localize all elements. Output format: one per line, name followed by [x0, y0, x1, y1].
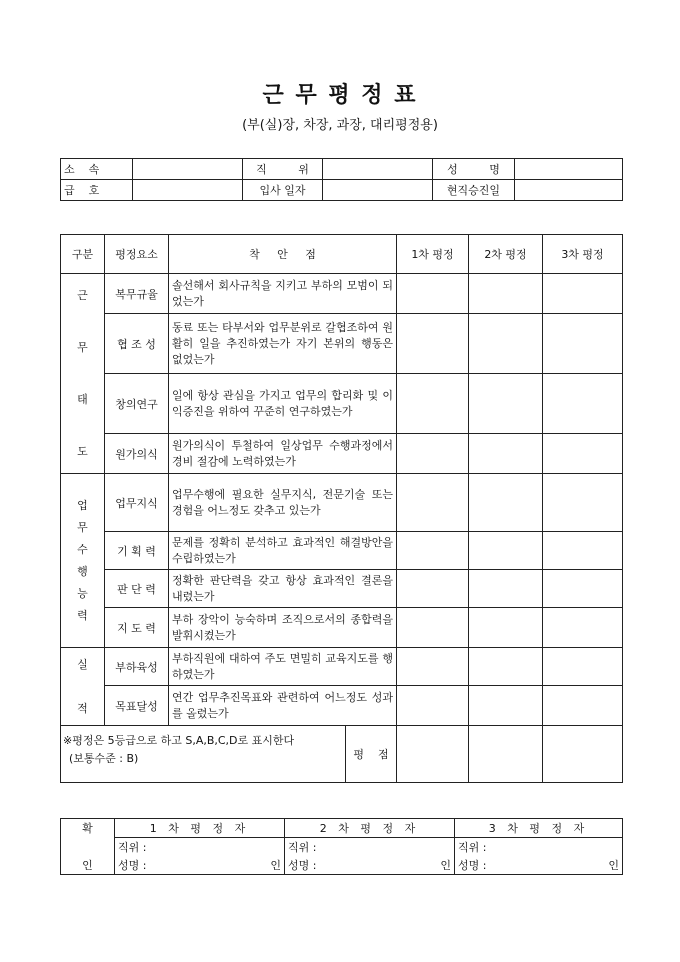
category-char: 업	[77, 498, 88, 512]
score-cell-2[interactable]	[469, 532, 543, 570]
header-category: 구분	[61, 235, 105, 274]
evaluator-3-name[interactable]	[455, 856, 623, 875]
score-cell-2[interactable]	[469, 274, 543, 314]
focus-text: 문제를 정확히 분석하고 효과적인 해결방안을 수립하였는가	[169, 532, 397, 570]
category-char: 행	[77, 564, 88, 578]
score-cell-3[interactable]	[543, 608, 623, 648]
score-cell-2[interactable]	[469, 648, 543, 686]
score-cell-3[interactable]	[543, 434, 623, 474]
category-work-attitude	[61, 274, 105, 474]
element-label: 지 도 력	[105, 608, 169, 648]
name-label: 성명 :	[118, 859, 147, 872]
score-cell-1[interactable]	[397, 274, 469, 314]
affiliation-label: 소 속	[61, 159, 133, 180]
category-performance	[61, 648, 105, 726]
evaluator-2-position[interactable]	[285, 838, 455, 857]
score-cell-2[interactable]	[469, 570, 543, 608]
element-label: 기 획 력	[105, 532, 169, 570]
element-label: 목표달성	[105, 686, 169, 726]
evaluator-1-heading: 1 차 평 정 자	[115, 819, 285, 838]
score-cell-2[interactable]	[469, 314, 543, 374]
name-label: 성명 :	[458, 859, 487, 872]
score-cell-3[interactable]	[543, 648, 623, 686]
signature-table	[60, 818, 623, 875]
promotion-date-value[interactable]	[515, 180, 623, 201]
form-subtitle: (부(실)장, 차장, 과장, 대리평정용)	[242, 118, 438, 133]
score-cell-3[interactable]	[543, 570, 623, 608]
element-label: 창의연구	[105, 374, 169, 434]
total-score-label: 평 점	[345, 726, 396, 782]
score-cell-3[interactable]	[543, 314, 623, 374]
score-cell-3[interactable]	[543, 274, 623, 314]
score-cell-1[interactable]	[397, 474, 469, 532]
position-label: 직위 :	[118, 841, 147, 854]
element-label: 부하육성	[105, 648, 169, 686]
element-label: 원가의식	[105, 434, 169, 474]
header-round-1: 1차 평정	[397, 235, 469, 274]
hire-date-label: 입사 일자	[243, 180, 323, 201]
seal-mark: 인	[270, 859, 281, 872]
category-char: 무	[77, 520, 88, 534]
affiliation-value[interactable]	[133, 159, 243, 180]
position-label: 직위 :	[288, 841, 317, 854]
score-cell-2[interactable]	[469, 474, 543, 532]
score-cell-1[interactable]	[397, 314, 469, 374]
position-label: 직 위	[243, 159, 323, 180]
header-element: 평정요소	[105, 235, 169, 274]
note-line-2: (보통수준 : B)	[69, 752, 139, 765]
seal-mark: 인	[440, 859, 451, 872]
position-value[interactable]	[323, 159, 433, 180]
evaluator-2-heading: 2 차 평 정 자	[285, 819, 455, 838]
focus-text: 솔선해서 회사규칙을 지키고 부하의 모범이 되었는가	[169, 274, 397, 314]
category-char: 도	[77, 444, 88, 458]
header-focus: 착 안 점	[169, 235, 397, 274]
hire-date-value[interactable]	[323, 180, 433, 201]
category-char: 근	[77, 288, 88, 302]
score-cell-3[interactable]	[543, 474, 623, 532]
note-line-1: ※평정은 5등급으로 하고 S,A,B,C,D로 표시한다	[63, 734, 295, 747]
evaluator-3-position[interactable]	[455, 838, 623, 857]
focus-text: 동료 또는 타부서와 업무분위로 갈협조하여 원활히 일을 추진하였는가 자기 본위의 행동은 없었는가	[169, 314, 397, 374]
evaluator-3-heading: 3 차 평 정 자	[455, 819, 623, 838]
focus-text: 부하직원에 대하여 주도 면밀히 교육지도를 행하였는가	[169, 648, 397, 686]
category-char: 실	[77, 657, 88, 671]
score-cell-1[interactable]	[397, 686, 469, 726]
element-label: 업무지식	[105, 474, 169, 532]
focus-text: 원가의식이 투철하여 일상업무 수행과정에서 경비 절감에 노력하였는가	[169, 434, 397, 474]
name-label: 성명 :	[288, 859, 317, 872]
element-label: 협 조 성	[105, 314, 169, 374]
category-char: 무	[77, 340, 88, 354]
score-cell-2[interactable]	[469, 434, 543, 474]
category-work-ability	[61, 474, 105, 648]
info-table	[60, 158, 623, 201]
category-char: 태	[77, 392, 88, 406]
score-cell-1[interactable]	[397, 434, 469, 474]
grade-value[interactable]	[133, 180, 243, 201]
evaluator-1-name[interactable]	[115, 856, 285, 875]
score-cell-1[interactable]	[397, 608, 469, 648]
score-cell-2[interactable]	[469, 608, 543, 648]
focus-text: 연간 업무추진목표와 관련하여 어느정도 성과를 올렸는가	[169, 686, 397, 726]
confirm-label-top: 확	[61, 819, 115, 838]
score-cell-3[interactable]	[543, 532, 623, 570]
category-char: 수	[77, 542, 88, 556]
form-title: 근 무 평 정 표	[262, 83, 418, 108]
score-cell-1[interactable]	[397, 570, 469, 608]
confirm-label-bottom: 인	[61, 856, 115, 875]
score-cell-1[interactable]	[397, 532, 469, 570]
focus-text: 정확한 판단력을 갖고 항상 효과적인 결론을 내렸는가	[169, 570, 397, 608]
focus-text: 일에 항상 관심을 가지고 업무의 합리화 및 이익증진을 위하여 꾸준히 연구하였는가	[169, 374, 397, 434]
element-label: 복무규율	[105, 274, 169, 314]
confirm-spacer	[61, 838, 115, 857]
grade-label: 급 호	[61, 180, 133, 201]
focus-text: 업무수행에 필요한 실무지식, 전문기술 또는 경험을 어느정도 갖추고 있는가	[169, 474, 397, 532]
name-value[interactable]	[515, 159, 623, 180]
score-cell-3[interactable]	[543, 374, 623, 434]
focus-text: 부하 장악이 능숙하며 조직으로서의 종합력을 발휘시켰는가	[169, 608, 397, 648]
score-cell-2[interactable]	[469, 686, 543, 726]
seal-mark: 인	[608, 859, 619, 872]
element-label: 판 단 력	[105, 570, 169, 608]
note-cell	[61, 726, 397, 783]
header-round-2: 2차 평정	[469, 235, 543, 274]
category-char: 능	[77, 586, 88, 600]
score-cell-2[interactable]	[469, 374, 543, 434]
header-round-3: 3차 평정	[543, 235, 623, 274]
total-score-cell-3[interactable]	[543, 726, 623, 783]
score-cell-1[interactable]	[397, 374, 469, 434]
score-cell-1[interactable]	[397, 648, 469, 686]
total-score-cell-2[interactable]	[469, 726, 543, 783]
evaluation-table	[60, 234, 623, 783]
score-cell-3[interactable]	[543, 686, 623, 726]
category-char: 력	[77, 608, 88, 622]
evaluator-1-position[interactable]	[115, 838, 285, 857]
promotion-date-label: 현직승진일	[433, 180, 515, 201]
name-label: 성 명	[433, 159, 515, 180]
category-char: 적	[77, 701, 88, 715]
evaluator-2-name[interactable]	[285, 856, 455, 875]
total-score-cell-1[interactable]	[397, 726, 469, 783]
position-label: 직위 :	[458, 841, 487, 854]
